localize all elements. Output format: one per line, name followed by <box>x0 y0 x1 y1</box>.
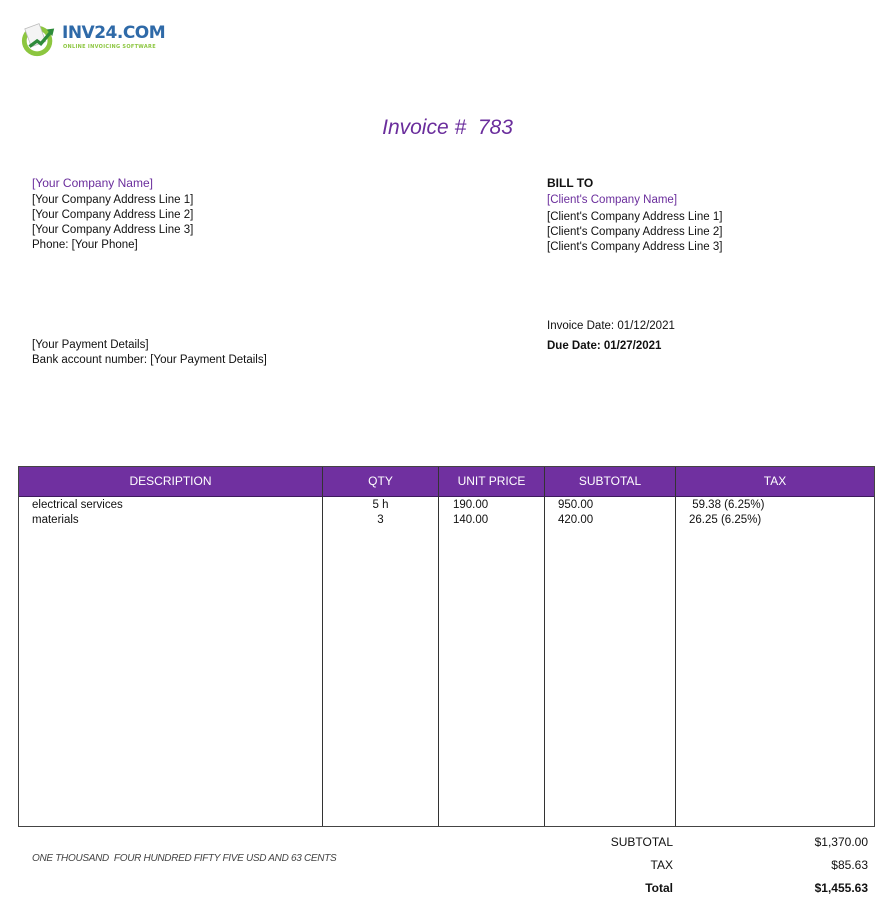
due-date: Due Date: 01/27/2021 <box>547 340 662 352</box>
column-header-unit-price: UNIT PRICE <box>457 474 526 488</box>
column-header-subtotal: SUBTOTAL <box>578 474 642 488</box>
bank-account: Bank account number: [Your Payment Details] <box>32 354 267 366</box>
column-divider <box>544 467 545 826</box>
row-unit-price: 140.00 <box>453 514 489 526</box>
line-items-table <box>18 466 875 827</box>
logo-name: INV24.COM <box>62 23 166 43</box>
sender-address-line-1: [Your Company Address Line 1] <box>32 194 194 206</box>
tax-label: TAX <box>650 858 673 872</box>
invoice-title <box>0 116 895 140</box>
column-header-qty: QTY <box>368 474 393 488</box>
total-value: $1,455.63 <box>814 881 868 895</box>
table-header <box>19 467 874 497</box>
client-address-line-3: [Client's Company Address Line 3] <box>547 241 723 253</box>
subtotal-label: SUBTOTAL <box>610 835 673 849</box>
sender-address-line-3: [Your Company Address Line 3] <box>32 224 194 236</box>
row-tax: 26.25 (6.25%) <box>689 514 762 526</box>
client-address-line-2: [Client's Company Address Line 2] <box>547 226 723 238</box>
client-address-line-1: [Client's Company Address Line 1] <box>547 211 723 223</box>
row-description: materials <box>32 514 79 526</box>
amount-in-words: ONE THOUSAND FOUR HUNDRED FIFTY FIVE USD AND 63 CENTS <box>32 853 337 864</box>
column-divider <box>675 467 676 826</box>
row-subtotal: 420.00 <box>558 514 594 526</box>
subtotal-value: $1,370.00 <box>814 835 868 849</box>
logo-invoice-arrow-icon <box>20 20 58 58</box>
row-tax: 59.38 (6.25%) <box>689 499 765 511</box>
row-unit-price: 190.00 <box>453 499 489 511</box>
client-company-name: [Client's Company Name] <box>547 194 678 206</box>
bill-to-heading: BILL TO <box>547 176 594 190</box>
row-qty: 3 <box>377 514 384 526</box>
column-divider <box>438 467 439 826</box>
sender-address-line-2: [Your Company Address Line 2] <box>32 209 194 221</box>
row-subtotal: 950.00 <box>558 499 594 511</box>
row-description: electrical services <box>32 499 123 511</box>
logo-tagline: ONLINE INVOICING SOFTWARE <box>63 44 156 50</box>
invoice-date: Invoice Date: 01/12/2021 <box>547 320 675 332</box>
column-header-description: DESCRIPTION <box>129 474 212 488</box>
payment-details: [Your Payment Details] <box>32 339 149 351</box>
row-qty: 5 h <box>372 499 389 511</box>
sender-phone: Phone: [Your Phone] <box>32 239 138 251</box>
sender-company-name: [Your Company Name] <box>32 176 153 190</box>
total-label: Total <box>645 881 673 895</box>
column-header-tax: TAX <box>763 474 787 488</box>
tax-value: $85.63 <box>831 858 868 872</box>
company-logo <box>20 18 166 58</box>
invoice-title-text: Invoice # 783 <box>382 116 513 139</box>
